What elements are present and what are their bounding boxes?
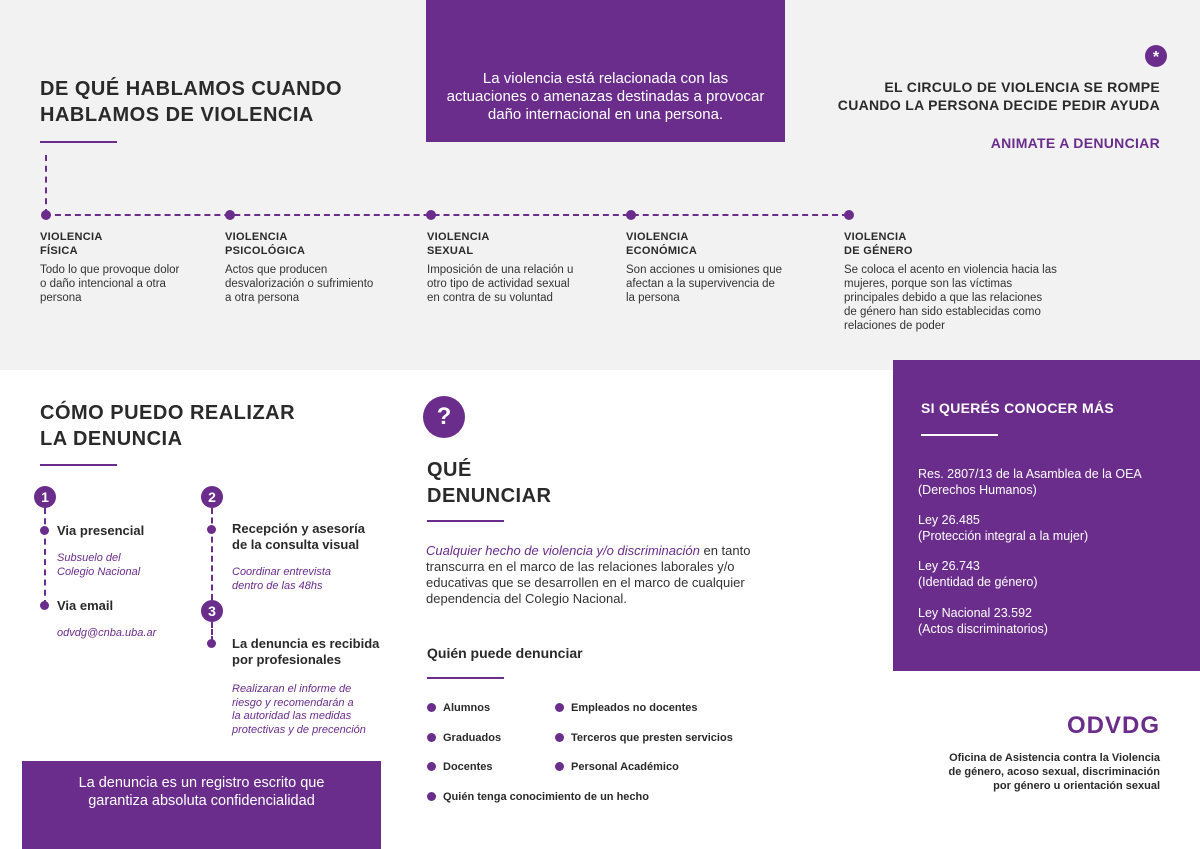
main-title-line1: DE QUÉ HABLAMOS CUANDO <box>40 78 343 100</box>
desc-line: otro tipo de actividad sexual <box>427 278 570 290</box>
ref-desc: (Identidad de género) <box>918 575 1038 589</box>
note-line: riesgo y recomendarán a <box>232 696 354 709</box>
type-line2: FÍSICA <box>40 245 78 257</box>
title-line: por profesionales <box>232 652 342 667</box>
who-label: Graduados <box>443 732 502 744</box>
violence-desc-economica <box>626 263 782 305</box>
who-item <box>571 701 698 715</box>
confidentiality-box <box>22 761 381 849</box>
who-label: Quién tenga conocimiento de un hecho <box>443 791 649 803</box>
note-line: protectivas y de precención <box>232 723 366 736</box>
what-title-line2: DENUNCIAR <box>427 485 552 507</box>
who-label: Terceros que presten servicios <box>571 732 733 744</box>
org-description <box>920 751 1160 793</box>
org-desc-line: de género, acoso sexual, discriminación <box>948 766 1160 778</box>
type-line1: VIOLENCIA <box>626 231 689 243</box>
how-underline <box>40 464 117 466</box>
circle-line1: EL CIRCULO DE VIOLENCIA SE ROMPE <box>884 79 1160 95</box>
cta-denunciar: ANIMATE A DENUNCIAR <box>990 135 1160 151</box>
violence-type-genero <box>844 230 913 258</box>
desc-line: Son acciones u omisiones que <box>626 264 782 276</box>
what-title-line1: QUÉ <box>427 459 472 481</box>
via-email: Via email <box>57 598 114 613</box>
bullet-icon <box>555 762 564 771</box>
desc-line: a otra persona <box>225 292 300 304</box>
who-item <box>443 790 649 804</box>
more-info-title: SI QUERÉS CONOCER MÁS <box>921 400 1114 416</box>
step-3-note <box>232 683 366 737</box>
circle-line2: CUANDO LA PERSONA DECIDE PEDIR AYUDA <box>837 97 1160 113</box>
note-line: la autoridad las medidas <box>232 710 352 722</box>
timeline-horizontal <box>45 214 848 216</box>
desc-line: de género han sido establecidas como <box>844 306 1041 318</box>
desc-line: Todo lo que provoque dolor <box>40 264 180 276</box>
what-paragraph <box>426 543 776 607</box>
ref-desc: (Derechos Humanos) <box>918 483 1037 497</box>
note-line: Colegio Nacional <box>57 565 141 578</box>
violence-desc-genero <box>844 263 1057 333</box>
desc-line: afectan a la supervivencia de <box>626 278 775 290</box>
who-label: Empleados no docentes <box>571 702 698 714</box>
ref-law: Ley 26.485 <box>918 513 980 527</box>
bullet-icon <box>427 792 436 801</box>
who-item <box>443 701 490 715</box>
how-title-line1: CÓMO PUEDO REALIZAR <box>40 402 296 424</box>
step-3-title <box>232 636 379 668</box>
ref-desc: (Actos discriminatorios) <box>918 622 1048 636</box>
timeline-dot <box>844 210 854 220</box>
who-label: Personal Académico <box>571 761 679 773</box>
type-line2: SEXUAL <box>427 245 474 257</box>
who-item <box>443 731 501 745</box>
how-title <box>40 400 295 452</box>
bullet-icon <box>427 762 436 771</box>
who-label: Docentes <box>443 761 493 773</box>
bullet-icon <box>427 733 436 742</box>
violence-desc-fisica <box>40 263 179 305</box>
step-2-title <box>232 521 365 553</box>
type-line2: PSICOLÓGICA <box>225 245 306 257</box>
violence-type-sexual <box>427 230 490 258</box>
step-3-badge: 3 <box>201 600 223 622</box>
violence-desc-psicologica <box>225 263 373 305</box>
desc-line: Actos que producen <box>225 264 328 276</box>
note-line: Coordinar entrevista <box>232 566 332 578</box>
violence-type-psicologica <box>225 230 305 258</box>
who-label: Alumnos <box>443 702 491 714</box>
timeline-dot <box>626 210 636 220</box>
type-line1: VIOLENCIA <box>40 231 103 243</box>
desc-line: mujeres, porque son las víctimas <box>844 278 1013 290</box>
desc-line: Imposición de una relación u <box>427 264 574 276</box>
para-rest: en tanto transcurra en el marco de las relaciones laborales y/o educativas que se desarrollen en el marco de cualquier dependencia del Colegio Nacional. <box>426 543 751 606</box>
ref-law: Ley 26.743 <box>918 559 980 573</box>
timeline-dot <box>225 210 235 220</box>
note-line: dentro de las 48hs <box>232 579 323 592</box>
who-item <box>443 760 493 774</box>
desc-line: principales debido a que las relaciones <box>844 292 1043 304</box>
timeline-dot <box>426 210 436 220</box>
bullet-icon <box>555 733 564 742</box>
ref-law: Ley Nacional 23.592 <box>918 606 1032 620</box>
asterisk-icon: * <box>1145 45 1167 67</box>
desc-line: o daño intencional a otra <box>40 278 166 290</box>
type-line1: VIOLENCIA <box>427 231 490 243</box>
more-info-underline <box>921 434 998 436</box>
title-underline <box>40 141 117 143</box>
via-presencial: Via presencial <box>57 523 145 538</box>
timeline-vertical <box>45 155 47 215</box>
step-dot <box>207 525 216 534</box>
timeline-dot <box>41 210 51 220</box>
main-title-line2: HABLAMOS DE VIOLENCIA <box>40 104 314 126</box>
desc-line: relaciones de poder <box>844 320 946 332</box>
type-line1: VIOLENCIA <box>844 231 907 243</box>
title-line: La denuncia es recibida <box>232 636 380 651</box>
circle-heading <box>800 78 1160 114</box>
what-title <box>427 457 552 509</box>
para-emphasis: Cualquier hecho de violencia y/o discriminación <box>426 543 700 558</box>
ref-item <box>918 558 1038 590</box>
ref-item <box>918 605 1048 637</box>
desc-line: la persona <box>626 292 680 304</box>
type-line1: VIOLENCIA <box>225 231 288 243</box>
quote-box <box>426 0 785 142</box>
ref-item <box>918 512 1088 544</box>
email-address[interactable]: odvdg@cnba.uba.ar <box>57 627 157 639</box>
how-title-line2: LA DENUNCIA <box>40 428 183 450</box>
box-line: garantiza absoluta confidencialidad <box>88 793 315 809</box>
step-1-connector <box>44 508 46 606</box>
type-line2: DE GÉNERO <box>844 245 913 257</box>
violence-type-economica <box>626 230 697 258</box>
step-dot <box>40 526 49 535</box>
title-line: de la consulta visual <box>232 537 360 552</box>
quote-line3: daño internacional en una persona. <box>487 106 724 123</box>
presencial-note <box>57 552 140 579</box>
note-line: Subsuelo del <box>57 552 121 564</box>
desc-line: en contra de su voluntad <box>427 292 553 304</box>
bullet-icon <box>427 703 436 712</box>
desc-line: desvalorización o sufrimiento <box>225 278 374 290</box>
main-title <box>40 76 342 128</box>
violence-type-fisica <box>40 230 103 258</box>
step-1-badge: 1 <box>34 486 56 508</box>
question-icon: ? <box>423 396 465 438</box>
bullet-icon <box>555 703 564 712</box>
box-line: La denuncia es un registro escrito que <box>78 775 325 791</box>
ref-desc: (Protección integral a la mujer) <box>918 529 1089 543</box>
what-underline <box>427 520 504 522</box>
note-line: Realizaran el informe de <box>232 683 352 695</box>
org-logo-text: ODVDG <box>1066 712 1160 739</box>
violence-desc-sexual <box>427 263 573 305</box>
org-desc-line: Oficina de Asistencia contra la Violencia <box>949 752 1160 764</box>
step-2-note <box>232 566 331 593</box>
quote-line2: actuaciones o amenazas destinadas a provocar <box>446 88 765 105</box>
desc-line: persona <box>40 292 82 304</box>
type-line2: ECONÓMICA <box>626 245 698 257</box>
step-dot <box>207 639 216 648</box>
desc-line: Se coloca el acento en violencia hacia las <box>844 264 1057 276</box>
who-title: Quién puede denunciar <box>427 645 583 661</box>
title-line: Recepción y asesoría <box>232 521 365 536</box>
ref-law: Res. 2807/13 de la Asamblea de la OEA <box>918 467 1142 481</box>
ref-item <box>918 466 1142 498</box>
who-underline <box>427 677 504 679</box>
more-info-box <box>893 360 1200 671</box>
step-2-badge: 2 <box>201 486 223 508</box>
who-item <box>571 760 679 774</box>
step-2-connector <box>211 508 213 600</box>
step-dot <box>40 601 49 610</box>
org-desc-line: por género u orientación sexual <box>993 780 1160 792</box>
quote-line1: La violencia está relacionada con las <box>482 70 729 87</box>
who-item <box>571 731 733 745</box>
